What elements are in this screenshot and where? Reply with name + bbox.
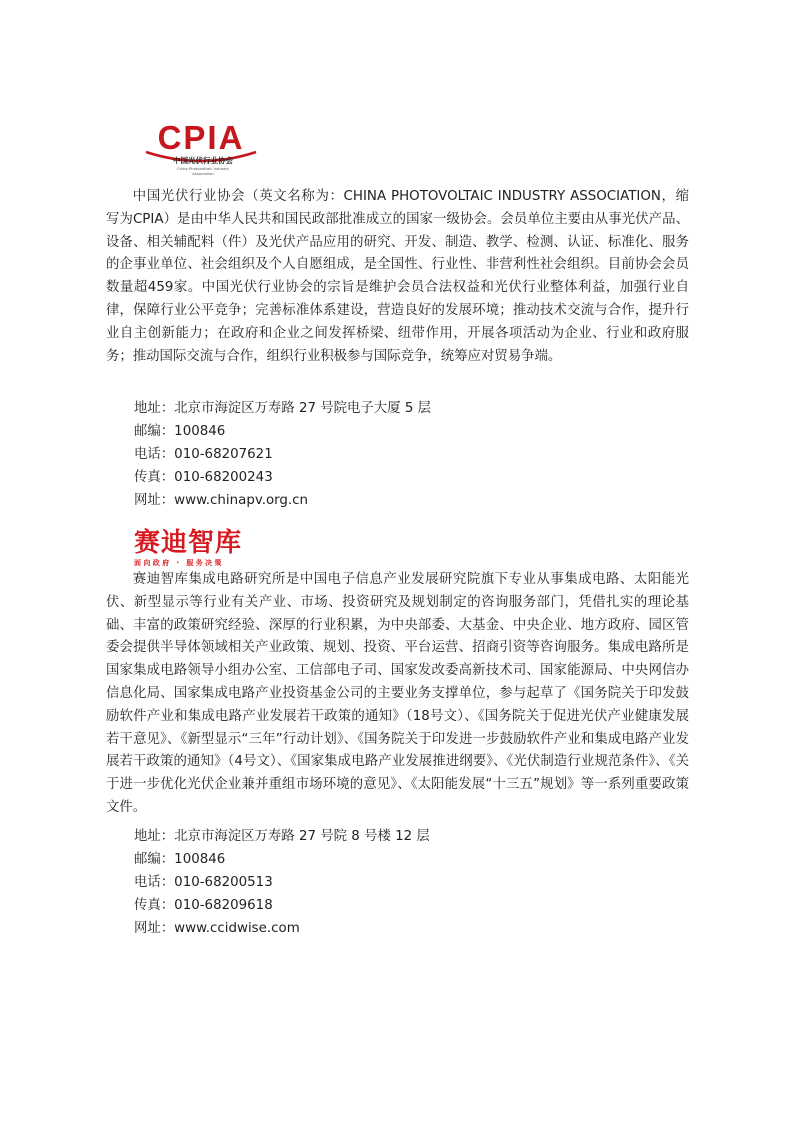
saidi-postcode: 邮编：100846 xyxy=(134,852,226,867)
cpia-phone: 电话：010-68207621 xyxy=(134,447,273,462)
saidi-logo-title: 赛迪智库 xyxy=(134,528,243,558)
saidi-phone: 电话：010-68200513 xyxy=(134,875,273,890)
cpia-logo-letters: CPIA xyxy=(157,119,245,156)
saidi-logo xyxy=(134,528,260,570)
cpia-logo-cn-name: 中国光伏行业协会 xyxy=(173,156,233,165)
saidi-address: 地址：北京市海淀区万寿路 27 号院 8 号楼 12 层 xyxy=(134,829,430,844)
saidi-fax: 传真：010-68209618 xyxy=(134,898,273,913)
cpia-address: 地址：北京市海淀区万寿路 27 号院电子大厦 5 层 xyxy=(134,401,432,416)
saidi-website: 网址：www.ccidwise.com xyxy=(134,921,300,936)
cpia-postcode: 邮编：100846 xyxy=(134,424,226,439)
cpia-logo-en-name: China Photovoltaic Industry Association xyxy=(176,166,230,176)
saidi-description: 赛迪智库集成电路研究所是中国电子信息产业发展研究院旗下专业从事集成电路、太阳能光伏、新型显示等行业有关产业、市场、投资研究及规划制定的咨询服务部门，凭借扎实的理论基础、丰富的政策研究经验、深厚的行业积累，为中央部委、大基金、中央企业、地方政府、园区管委会提供半导体领域相关产业政策、规划、投资、平台运营、招商引资等咨询服务。集成电路所是国家集成电路领导小组办公室、工信部电子司、国家发改委高新技术司、国家能源局、中央网信办信息化局、国家集成电路产业投资基金公司的主要业务支撑单位，参与起草了《国务院关于印发鼓励软件产业和集成电路产业发展若干政策的通知》（18号文）、《国务院关于促进光伏产业健康发展若干意见》、《新型显示“三年”行动计划》、《国务院关于印发进一步鼓励软件产业和集成电路产业发展若干政策的通知》（4号文）、《国家集成电路产业发展推进纲要》、《光伏制造行业规范条件》、《关于进一步优化光伏企业兼并重组市场环境的意见》、《太阳能发展“十三五”规划》等一系列重要政策文件。 xyxy=(106,572,689,815)
cpia-logo xyxy=(140,120,262,176)
cpia-website: 网址：www.chinapv.org.cn xyxy=(134,493,309,508)
saidi-logo-subtitle: 面向政府 · 服务决策 xyxy=(134,559,224,567)
cpia-fax: 传真：010-68200243 xyxy=(134,470,273,485)
cpia-description: 中国光伏行业协会（英文名称为：CHINA PHOTOVOLTAIC INDUSTRY ASSOCIATION，缩写为CPIA）是由中华人民共和国民政部批准成立的国家一级协会。会员单位主要由从事光伏产品、设备、相关辅配料（件）及光伏产品应用的研究、开发、制造、教学、检测、认证、标准化、服务的企事业单位、社会组织及个人自愿组成，是全国性、行业性、非营利性社会组织。目前协会会员数量超459家。中国光伏行业协会的宗旨是维护会员合法权益和光伏行业整体利益，加强行业自律，保障行业公平竞争；完善标准体系建设，营造良好的发展环境；推动技术交流与合作，提升行业自主创新能力；在政府和企业之间发挥桥梁、纽带作用，开展各项活动为企业、行业和政府服务；推动国际交流与合作，组织行业积极参与国际竞争，统筹应对贸易争端。 xyxy=(106,189,689,364)
